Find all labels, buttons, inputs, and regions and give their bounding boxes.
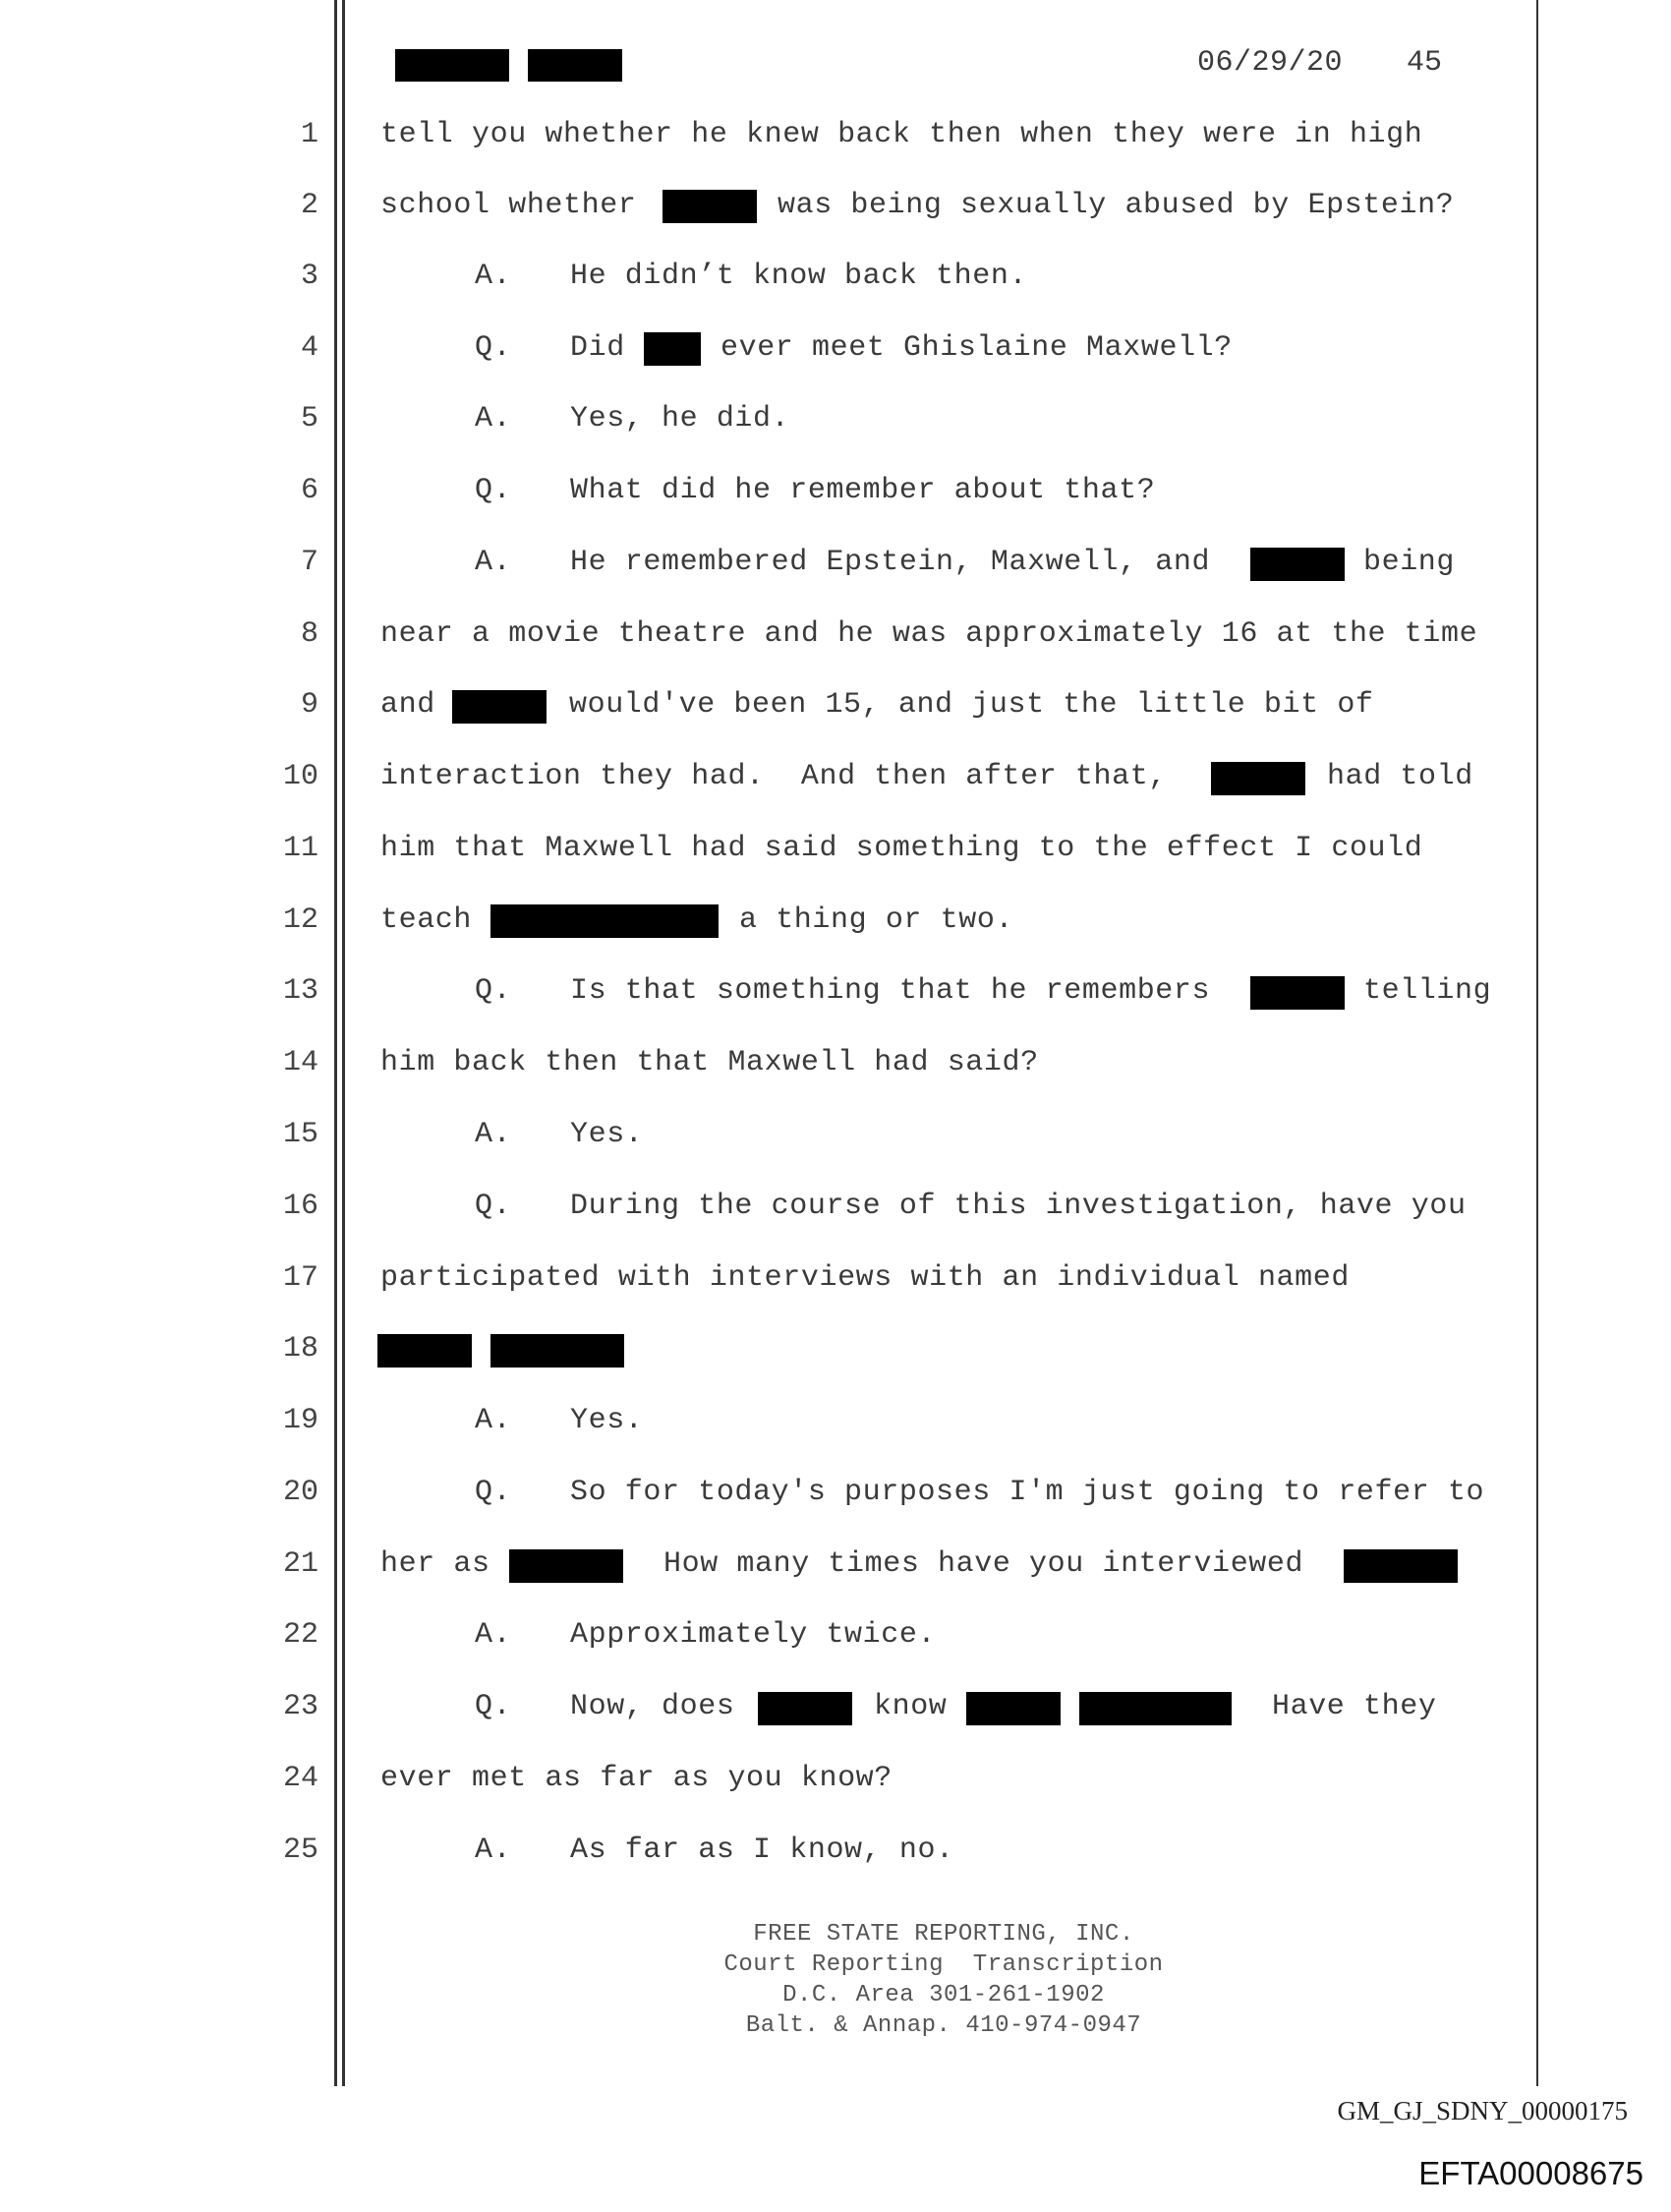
speaker-label: A. bbox=[475, 546, 512, 579]
reporter-balt-phone: Balt. & Annap. 410-974-0947 bbox=[745, 2012, 1142, 2039]
redaction-box bbox=[490, 1334, 624, 1368]
redaction-box bbox=[1250, 976, 1345, 1010]
line-number: 15 bbox=[282, 1118, 318, 1151]
transcript-text: He remembered Epstein, Maxwell, and bbox=[570, 546, 1211, 579]
speaker-label: Q. bbox=[475, 474, 512, 507]
line-number: 4 bbox=[300, 331, 318, 365]
line-number: 24 bbox=[282, 1762, 318, 1795]
left-margin-rule-inner bbox=[342, 0, 345, 2086]
line-number: 11 bbox=[282, 832, 318, 865]
line-number: 7 bbox=[300, 546, 318, 579]
bates-number: GM_GJ_SDNY_00000175 bbox=[1337, 2096, 1628, 2125]
line-number: 20 bbox=[282, 1476, 318, 1509]
transcript-text: her as bbox=[380, 1547, 490, 1581]
line-number: 13 bbox=[282, 974, 318, 1008]
transcript-text: interaction they had. And then after that, bbox=[380, 760, 1167, 793]
speaker-label: Q. bbox=[475, 1690, 512, 1723]
line-number: 8 bbox=[300, 617, 318, 651]
transcript-text: him back then that Maxwell had said? bbox=[380, 1046, 1039, 1079]
redaction-box bbox=[758, 1692, 852, 1725]
reporter-company: FREE STATE REPORTING, INC. bbox=[753, 1921, 1134, 1948]
transcript-text: Have they bbox=[1272, 1690, 1437, 1723]
transcript-text: was being sexually abused by Epstein? bbox=[778, 189, 1455, 222]
line-number: 3 bbox=[300, 260, 318, 293]
transcript-text: How many times have you interviewed bbox=[663, 1547, 1304, 1581]
line-number: 2 bbox=[300, 189, 318, 222]
line-number: 10 bbox=[282, 760, 318, 793]
line-number: 18 bbox=[282, 1332, 318, 1366]
transcript-text: teach bbox=[380, 903, 473, 937]
left-margin-rule bbox=[334, 0, 337, 2086]
right-margin-rule bbox=[1536, 0, 1538, 2086]
redaction-box bbox=[452, 690, 547, 724]
transcript-text: Yes. bbox=[570, 1404, 644, 1437]
reporter-services: Court Reporting Transcription bbox=[723, 1951, 1164, 1978]
speaker-label: Q. bbox=[475, 974, 512, 1008]
transcript-text: had told bbox=[1327, 760, 1473, 793]
line-number: 17 bbox=[282, 1261, 318, 1295]
speaker-label: A. bbox=[475, 1618, 512, 1652]
line-number: 14 bbox=[282, 1046, 318, 1079]
transcript-text: He didn’t know back then. bbox=[570, 260, 1028, 293]
redaction-box bbox=[1250, 548, 1345, 581]
transcript-text: Did bbox=[570, 331, 625, 365]
header-date: 06/29/20 bbox=[1197, 46, 1344, 80]
line-number: 19 bbox=[282, 1404, 318, 1437]
line-number: 9 bbox=[300, 688, 318, 722]
page-number: 45 bbox=[1407, 46, 1443, 80]
speaker-label: A. bbox=[475, 1118, 512, 1151]
redaction-box bbox=[377, 1334, 472, 1368]
transcript-text: Now, does bbox=[570, 1690, 735, 1723]
redaction-box bbox=[966, 1692, 1061, 1725]
transcript-text: a thing or two. bbox=[739, 903, 1014, 937]
transcript-text: him that Maxwell had said something to the effect I could bbox=[380, 832, 1423, 865]
line-number: 6 bbox=[300, 474, 318, 507]
redaction-box bbox=[1344, 1549, 1458, 1583]
transcript-text: During the course of this investigation, have you bbox=[570, 1190, 1467, 1223]
line-number: 21 bbox=[282, 1547, 318, 1581]
speaker-label: Q. bbox=[475, 1190, 512, 1223]
transcript-text: What did he remember about that? bbox=[570, 474, 1156, 507]
reporter-dc-phone: D.C. Area 301-261-1902 bbox=[782, 1982, 1105, 2008]
redaction-box bbox=[528, 49, 622, 82]
line-number: 25 bbox=[282, 1834, 318, 1867]
transcript-text: would've been 15, and just the little bit of bbox=[569, 688, 1374, 722]
transcript-text: ever meet Ghislaine Maxwell? bbox=[720, 331, 1233, 365]
transcript-text: and bbox=[380, 688, 435, 722]
speaker-label: Q. bbox=[475, 1476, 512, 1509]
transcript-text: near a movie theatre and he was approximately 16 at the time bbox=[380, 617, 1478, 651]
reporter-footer bbox=[609, 1919, 1278, 2041]
efta-number: EFTA00008675 bbox=[1418, 2155, 1643, 2191]
transcript-text: know bbox=[874, 1690, 948, 1723]
line-number: 12 bbox=[282, 903, 318, 937]
transcript-text: So for today's purposes I'm just going to refer to bbox=[570, 1476, 1485, 1509]
speaker-label: A. bbox=[475, 1834, 512, 1867]
line-number: 5 bbox=[300, 402, 318, 436]
line-number: 22 bbox=[282, 1618, 318, 1652]
speaker-label: A. bbox=[475, 1404, 512, 1437]
transcript-text: As far as I know, no. bbox=[570, 1834, 954, 1867]
speaker-label: A. bbox=[475, 260, 512, 293]
line-number: 23 bbox=[282, 1690, 318, 1723]
redaction-box bbox=[1211, 762, 1305, 795]
redaction-box bbox=[490, 904, 719, 938]
transcript-text: participated with interviews with an individual named bbox=[380, 1261, 1350, 1295]
redaction-box bbox=[644, 332, 701, 366]
redaction-box bbox=[509, 1549, 623, 1583]
transcript-text: school whether bbox=[380, 189, 637, 222]
transcript-text: Is that something that he remembers bbox=[570, 974, 1211, 1008]
redaction-box bbox=[395, 49, 509, 82]
transcript-text: being bbox=[1363, 546, 1456, 579]
transcript-text: Approximately twice. bbox=[570, 1618, 937, 1652]
line-number: 1 bbox=[300, 118, 318, 151]
speaker-label: Q. bbox=[475, 331, 512, 365]
transcript-text: tell you whether he knew back then when they were in high bbox=[380, 118, 1423, 151]
transcript-text: Yes. bbox=[570, 1118, 644, 1151]
transcript-text: telling bbox=[1363, 974, 1492, 1008]
speaker-label: A. bbox=[475, 402, 512, 436]
line-number: 16 bbox=[282, 1190, 318, 1223]
transcript-text: ever met as far as you know? bbox=[380, 1762, 893, 1795]
redaction-box bbox=[663, 190, 757, 223]
redaction-box bbox=[1079, 1692, 1232, 1725]
transcript-text: Yes, he did. bbox=[570, 402, 790, 436]
